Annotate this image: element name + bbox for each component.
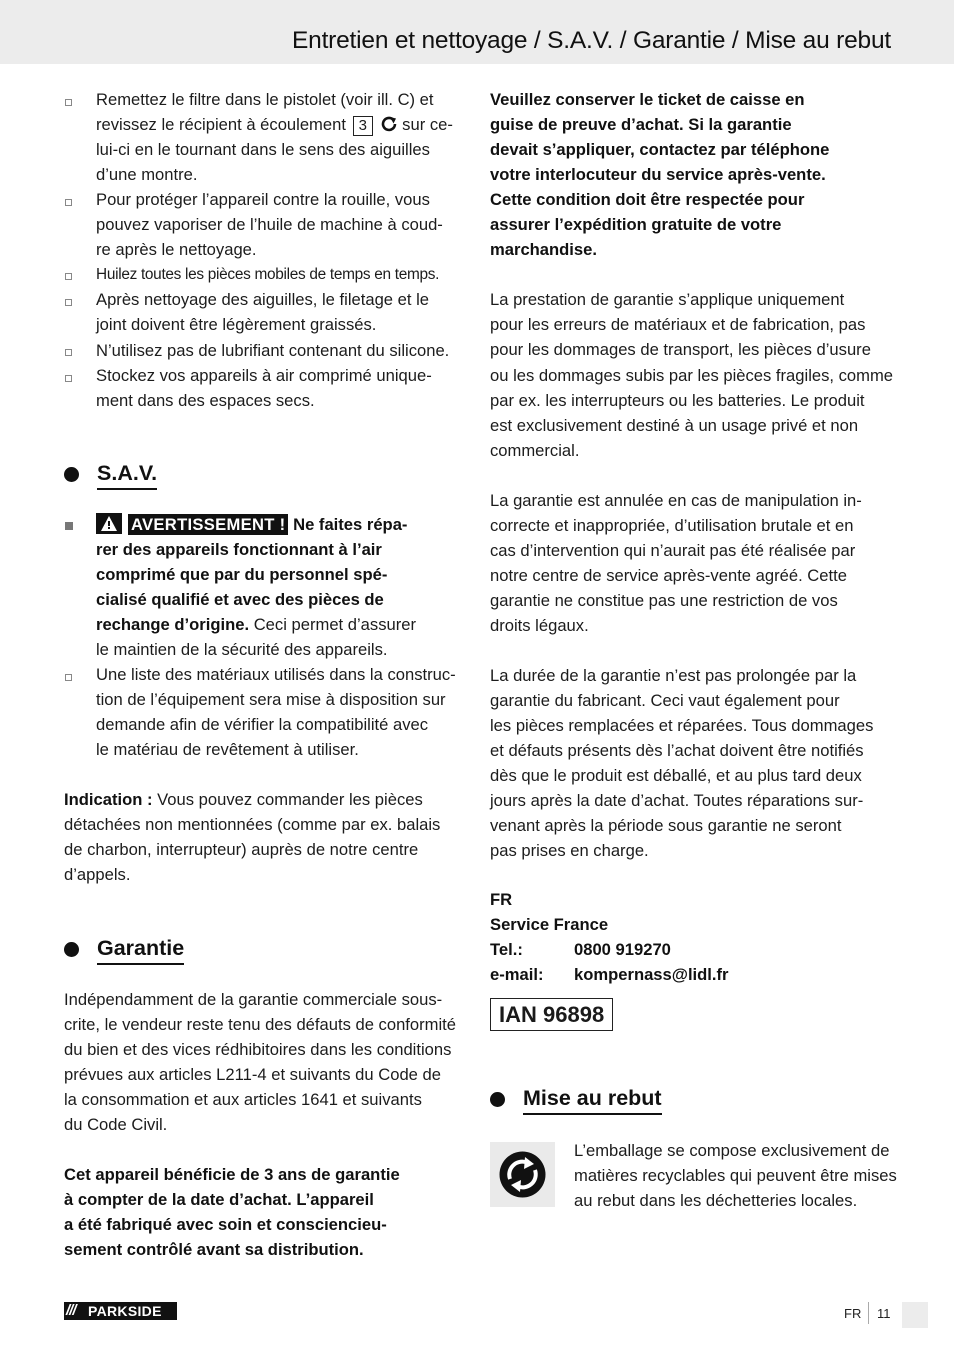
page-header — [0, 0, 954, 64]
list-item-text: Pour protéger l’appareil contre la rouille, vous — [96, 190, 430, 209]
list-item-text: joint doivent être légèrement graissés. — [96, 315, 377, 334]
list-item-text: revissez le récipient à écoulement 3 sur ce- — [96, 112, 453, 140]
receipt-notice: votre interlocuteur du service après-vente. — [490, 165, 826, 184]
contact-country: FR — [490, 890, 513, 909]
warranty-duration-paragraph: venant après la période sous garantie ne seront — [490, 816, 842, 835]
garantie-paragraph: la consommation et aux articles 1641 et suivants — [64, 1090, 422, 1109]
warning-line: AVERTISSEMENT ! Ne faites répa- — [96, 512, 407, 537]
warranty-void-paragraph: La garantie est annulée en cas de manipulation in- — [490, 491, 862, 510]
list-bullet — [65, 273, 72, 280]
garantie-paragraph: du bien et des vices rédhibitoires dans les conditions — [64, 1040, 452, 1059]
ian-number: IAN 96898 — [490, 998, 613, 1031]
list-bullet — [65, 99, 72, 106]
warranty-scope-paragraph: par ex. les interrupteurs ou les batteries. Le produit — [490, 391, 865, 410]
list-item-text: d’une montre. — [96, 165, 198, 184]
footer-divider — [868, 1302, 869, 1324]
warning-line: rechange d’origine. Ceci permet d’assurer — [96, 615, 417, 634]
list-item-text: Huilez toutes les pièces mobiles de temps en temps. — [96, 266, 440, 283]
contact-service: Service France — [490, 915, 609, 934]
garantie-paragraph: du Code Civil. — [64, 1115, 168, 1134]
garantie-bold-paragraph: Cet appareil bénéficie de 3 ans de garantie — [64, 1165, 400, 1184]
list-item-text: Une liste des matériaux utilisés dans la construc- — [96, 665, 456, 684]
receipt-notice: assurer l’expédition gratuite de votre — [490, 215, 782, 234]
indication-paragraph: Indication : Vous pouvez commander les pièces — [64, 790, 423, 809]
receipt-notice: devait s’appliquer, contactez par téléphone — [490, 140, 830, 159]
list-item-text: N’utilisez pas de lubrifiant contenant du silicone. — [96, 341, 450, 360]
garantie-paragraph: crite, le vendeur reste tenu des défauts de conformité — [64, 1015, 457, 1034]
list-item-text: le matériau de revêtement à utiliser. — [96, 740, 359, 759]
warranty-duration-paragraph: pas prises en charge. — [490, 841, 649, 860]
list-bullet — [65, 349, 72, 356]
warranty-scope-paragraph: commercial. — [490, 441, 580, 460]
rebut-text: au rebut dans les déchetteries locales. — [574, 1191, 858, 1210]
warranty-void-paragraph: garantie ne constitue pas une restriction de vos — [490, 591, 838, 610]
contact-tel-value: 0800 919270 — [574, 940, 671, 959]
warranty-scope-paragraph: est exclusivement destiné à un usage privé et non — [490, 416, 859, 435]
garantie-bold-paragraph: à compter de la date d’achat. L’appareil — [64, 1190, 374, 1209]
warranty-scope-paragraph: pour les erreurs de matériaux et de fabrication, pas — [490, 315, 866, 334]
rebut-text: matières recyclables qui peuvent être mises — [574, 1166, 897, 1185]
warranty-void-paragraph: droits légaux. — [490, 616, 589, 635]
list-item-text: ment dans des espaces secs. — [96, 391, 315, 410]
warning-line: rer des appareils fonctionnant à l’air — [96, 540, 382, 559]
parkside-logo: /// PARKSIDE — [64, 1302, 177, 1320]
contact-email-label: e-mail: — [490, 965, 544, 984]
list-item-text: lui-ci en le tournant dans le sens des aiguilles — [96, 140, 430, 159]
warranty-duration-paragraph: les pièces remplacées et réparées. Tous dommages — [490, 716, 874, 735]
warranty-duration-paragraph: garantie du fabricant. Ceci vaut également pour — [490, 691, 840, 710]
garantie-paragraph: Indépendamment de la garantie commerciale sous- — [64, 990, 443, 1009]
rebut-text: L’emballage se compose exclusivement de — [574, 1141, 890, 1160]
list-bullet — [65, 674, 72, 681]
list-item-text: Remettez le filtre dans le pistolet (voir ill. C) et — [96, 90, 434, 109]
warranty-void-paragraph: notre centre de service après-vente agréé. Cette — [490, 566, 847, 585]
list-item-text: re après le nettoyage. — [96, 240, 257, 259]
bullet-dot-icon — [64, 942, 79, 957]
warning-label: AVERTISSEMENT ! — [128, 514, 288, 535]
warning-triangle-icon — [96, 513, 122, 534]
indication-paragraph: détachées non mentionnées (comme par ex. balais — [64, 815, 441, 834]
warranty-duration-paragraph: dès que le produit est déballé, et au plus tard deux — [490, 766, 862, 785]
receipt-notice: marchandise. — [490, 240, 597, 259]
footer-language: FR — [844, 1306, 862, 1321]
bullet-dot-icon — [64, 467, 79, 482]
list-bullet — [65, 375, 72, 382]
figure-reference: 3 — [353, 116, 373, 136]
list-bullet — [65, 199, 72, 206]
recycle-icon — [490, 1142, 555, 1207]
warning-line: comprimé que par du personnel spé- — [96, 565, 388, 584]
indication-paragraph: de charbon, interrupteur) auprès de notre centre — [64, 840, 419, 859]
list-item-text: Après nettoyage des aiguilles, le filetage et le — [96, 290, 430, 309]
list-item-text: pouvez vaporiser de l’huile de machine à coud- — [96, 215, 443, 234]
warranty-duration-paragraph: jours après la date d’achat. Toutes réparations sur- — [490, 791, 864, 810]
warranty-duration-paragraph: et défauts présents dès l’achat doivent être notifiés — [490, 741, 864, 760]
warranty-void-paragraph: correcte et inappropriée, d’utilisation brutale et en — [490, 516, 854, 535]
page-title: Entretien et nettoyage / S.A.V. / Garantie / Mise au rebut — [292, 27, 891, 54]
list-item-text: tion de l’équipement sera mise à disposition sur — [96, 690, 446, 709]
list-item-text: Stockez vos appareils à air comprimé unique- — [96, 366, 432, 385]
receipt-notice: Veuillez conserver le ticket de caisse en — [490, 90, 805, 109]
receipt-notice: Cette condition doit être respectée pour — [490, 190, 805, 209]
bullet-dot-icon — [490, 1092, 505, 1107]
warranty-scope-paragraph: ou les dommages subis par les pièces fragiles, comme — [490, 366, 894, 385]
list-bullet — [65, 299, 72, 306]
footer-tab — [902, 1302, 928, 1328]
list-item-text: demande afin de vérifier la compatibilité avec — [96, 715, 429, 734]
indication-paragraph: d’appels. — [64, 865, 131, 884]
page-number: 11 — [877, 1306, 891, 1321]
warning-line: cialisé qualifié et avec des pièces de — [96, 590, 384, 609]
receipt-notice: guise de preuve d’achat. Si la garantie — [490, 115, 792, 134]
contact-email-value: kompernass@lidl.fr — [574, 965, 729, 984]
warranty-scope-paragraph: pour les dommages de transport, les pièces d’usure — [490, 340, 871, 359]
garantie-paragraph: prévues aux articles L211-4 et suivants du Code de — [64, 1065, 441, 1084]
warranty-scope-paragraph: La prestation de garantie s’applique uniquement — [490, 290, 845, 309]
garantie-bold-paragraph: sement contrôlé avant sa distribution. — [64, 1240, 364, 1259]
warranty-duration-paragraph: La durée de la garantie n’est pas prolongée par la — [490, 666, 857, 685]
contact-tel-label: Tel.: — [490, 940, 523, 959]
list-bullet — [65, 522, 73, 530]
garantie-bold-paragraph: a été fabriqué avec soin et consciencieu- — [64, 1215, 387, 1234]
warning-line: le maintien de la sécurité des appareils. — [96, 640, 388, 659]
warranty-void-paragraph: cas d’intervention qui n’aurait pas été réalisée par — [490, 541, 856, 560]
